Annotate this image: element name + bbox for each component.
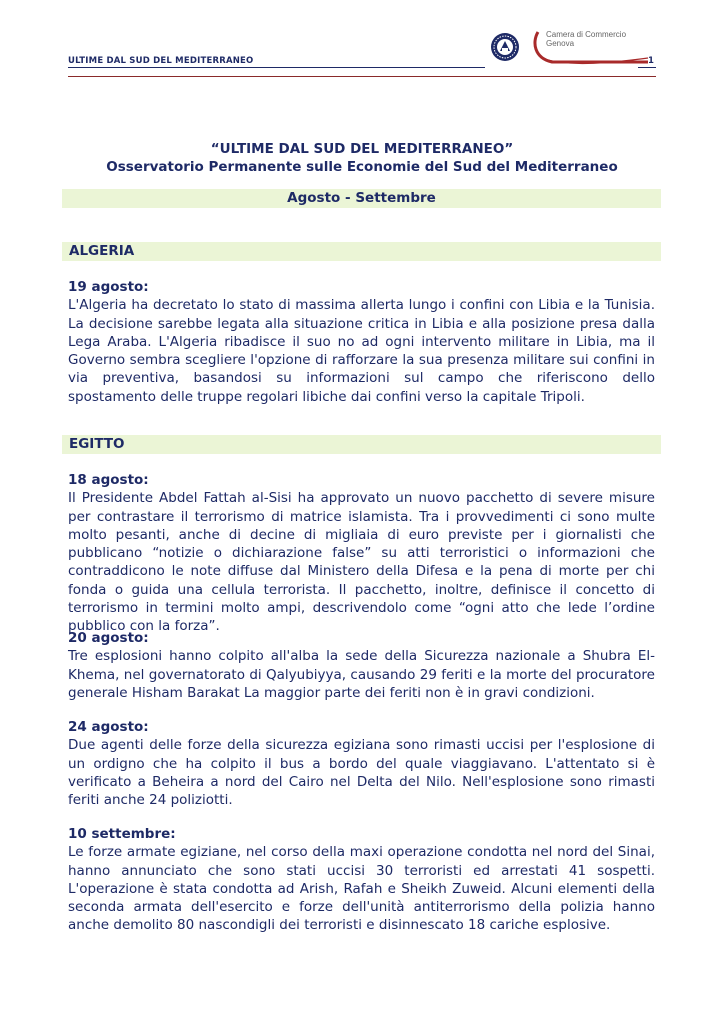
entry-text: Il Presidente Abdel Fattah al-Sisi ha approvato un nuovo pacchetto di severe misure per contrastare il terrorismo di matrice islamista. Tra i provvedimenti ci sono multe molto pesanti, anche di decine di migliaia di euro previste per i giornalisti che pubblicano “notizie o dichiarazione false” su atti terroristici o informazioni che contraddicono le note diffuse dal Ministero della Difesa e la pena di morte per chi fonda o guida una cellula terrorista. Il pacchetto, inoltre, definisce il concetto di terrorismo in termini molto ampi, descrivendolo come “ogni atto che lede l’ordine pubblico con la forza”. — [68, 490, 655, 635]
section-heading: ALGERIA — [69, 243, 135, 259]
header-rule — [68, 76, 656, 77]
entry-date: 24 agosto: — [68, 719, 149, 735]
section-band-egitto — [62, 435, 661, 454]
camera-commercio-logo — [528, 28, 658, 68]
news-entry — [68, 629, 655, 702]
title-line1: “ULTIME DAL SUD DEL MEDITERRANEO” — [210, 141, 514, 157]
page-header — [68, 28, 656, 78]
entry-text: Due agenti delle forze della sicurezza egiziana sono rimasti uccisi per l'esplosione di un ordigno che ha colpito il bus a bordo del quale viaggiavano. L'attentato si è verificato a Beheira a nord del Cairo nel Delta del Nilo. Nell'esplosione sono rimasti feriti anche 24 poliziotti. — [68, 737, 655, 809]
entry-date: 10 settembre: — [68, 826, 176, 842]
news-entry — [68, 471, 655, 636]
section-band-algeria — [62, 242, 661, 261]
news-entry — [68, 825, 655, 935]
entry-date: 18 agosto: — [68, 472, 149, 488]
page-number: 1 — [648, 56, 654, 66]
logo-text-line1: Camera di Commercio — [546, 30, 627, 39]
entry-text: Tre esplosioni hanno colpito all'alba la sede della Sicurezza nazionale a Shubra El-Khema, nel governatorato di Qalyubiyya, causando 29 feriti e la morte del procuratore generale Hisham Barakat La maggior parte dei feriti non è in gravi condizioni. — [68, 648, 655, 701]
news-entry — [68, 718, 655, 809]
section-heading: EGITTO — [69, 436, 125, 452]
running-title: ULTIME DAL SUD DEL MEDITERRANEO — [68, 56, 254, 66]
entry-text: L'Algeria ha decretato lo stato di massima allerta lungo i confini con Libia e la Tunisia. La decisione sarebbe legata alla situazione critica in Libia e alla posizione presa dalla Lega Araba. L'Algeria ribadisce il suo no ad ogni intervento militare in Libia, ma il Governo sembra scegliere l'opzione di rafforzare la sua presenza militare sui confini in via preventiva, basandosi su informazioni sul campo che riferiscono dello spostamento delle truppe regolari libiche dai confini verso la capitale Tripoli. — [68, 297, 655, 405]
news-entry — [68, 278, 655, 406]
period-label: Agosto - Settembre — [287, 190, 436, 206]
entry-date: 20 agosto: — [68, 630, 149, 646]
period-band — [62, 189, 661, 208]
logo-text — [546, 30, 626, 48]
running-title-underline — [68, 67, 485, 68]
chamber-seal-icon — [490, 32, 520, 62]
logo-text-line2: Genova — [546, 39, 575, 48]
entry-date: 19 agosto: — [68, 279, 149, 295]
title-line2: Osservatorio Permanente sulle Economie del Sud del Mediterraneo — [106, 159, 618, 175]
document-title — [62, 140, 662, 176]
entry-text: Le forze armate egiziane, nel corso della maxi operazione condotta nel nord del Sinai, hanno annunciato che sono stati uccisi 30 terroristi ed arrestati 41 sospetti. L'operazione è stata condotta ad Arish, Rafah e Sheikh Zuweid. Alcuni elementi della seconda armata dell'esercito e forze dell'unità antiterrorismo della polizia hanno anche demolito 80 nascondigli dei terroristi e disinnescato 18 cariche esplosive. — [68, 844, 655, 934]
